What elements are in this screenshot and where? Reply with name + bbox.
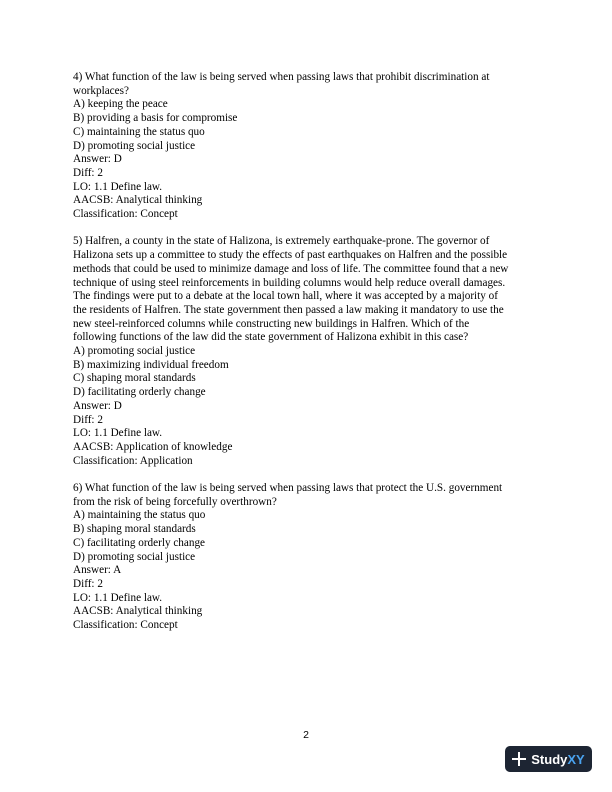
question-line: LO: 1.1 Define law. — [73, 591, 163, 604]
question-line: Answer: D — [73, 399, 122, 412]
plus-icon — [512, 752, 526, 766]
question-line: C) maintaining the status quo — [73, 125, 205, 138]
studyxy-watermark-badge[interactable] — [505, 746, 592, 772]
question-line: The findings were put to a debate at the local town hall, where it was accepted by a majority of — [73, 290, 498, 303]
question-line: A) promoting social justice — [73, 345, 196, 358]
question-line: Diff: 2 — [73, 166, 103, 179]
watermark-brand-accent: XY — [567, 751, 585, 767]
question-line: from the risk of being forcefully overthrown? — [73, 495, 277, 508]
question-line: technique of using steel reinforcements in building columns would help reduce overall damages. — [73, 276, 506, 289]
question-line: Classification: Concept — [73, 619, 178, 632]
question-line: Diff: 2 — [73, 413, 103, 426]
question-block — [73, 482, 543, 633]
question-line: methods that could be used to minimize damage and loss of life. The committee found that a new — [73, 262, 509, 275]
question-line: new steel-reinforced columns while constructing new buildings in Halfren. Which of the — [73, 317, 470, 330]
page-number: 2 — [303, 729, 309, 741]
question-line: AACSB: Analytical thinking — [73, 605, 203, 618]
question-line: following functions of the law did the state government of Halizona exhibit in this case? — [73, 331, 469, 344]
question-line: Diff: 2 — [73, 577, 103, 590]
question-line: LO: 1.1 Define law. — [73, 180, 163, 193]
question-line: Halizona sets up a committee to study the effects of past earthquakes on Halfren and the possible — [73, 249, 508, 262]
question-line: Answer: A — [73, 564, 122, 577]
question-line: AACSB: Application of knowledge — [73, 440, 233, 453]
question-line: D) promoting social justice — [73, 550, 196, 563]
question-line: Classification: Application — [73, 454, 193, 467]
document-body — [73, 71, 543, 646]
watermark-text — [531, 752, 584, 767]
question-line: LO: 1.1 Define law. — [73, 427, 163, 440]
question-line: B) maximizing individual freedom — [73, 358, 229, 371]
question-line: B) providing a basis for compromise — [73, 112, 238, 125]
watermark-brand-main: Study — [531, 751, 568, 767]
question-line: B) shaping moral standards — [73, 523, 196, 536]
question-line: C) facilitating orderly change — [73, 536, 206, 549]
question-line: D) facilitating orderly change — [73, 386, 206, 399]
question-line: AACSB: Analytical thinking — [73, 194, 203, 207]
question-line: A) keeping the peace — [73, 98, 168, 111]
question-line: workplaces? — [73, 84, 129, 97]
question-line: C) shaping moral standards — [73, 372, 196, 385]
question-line: 4) What function of the law is being served when passing laws that prohibit discrimination at — [73, 71, 490, 83]
question-line: D) promoting social justice — [73, 139, 196, 152]
question-line: 5) Halfren, a county in the state of Halizona, is extremely earthquake-prone. The governor of — [73, 235, 490, 248]
question-line: A) maintaining the status quo — [73, 509, 206, 522]
question-line: Answer: D — [73, 153, 122, 166]
question-line: 6) What function of the law is being served when passing laws that protect the U.S. government — [73, 482, 503, 495]
question-line: Classification: Concept — [73, 208, 178, 221]
question-line: the residents of Halfren. The state government then passed a law making it mandatory to use the — [73, 303, 504, 316]
question-block — [73, 71, 543, 222]
question-block — [73, 235, 543, 468]
